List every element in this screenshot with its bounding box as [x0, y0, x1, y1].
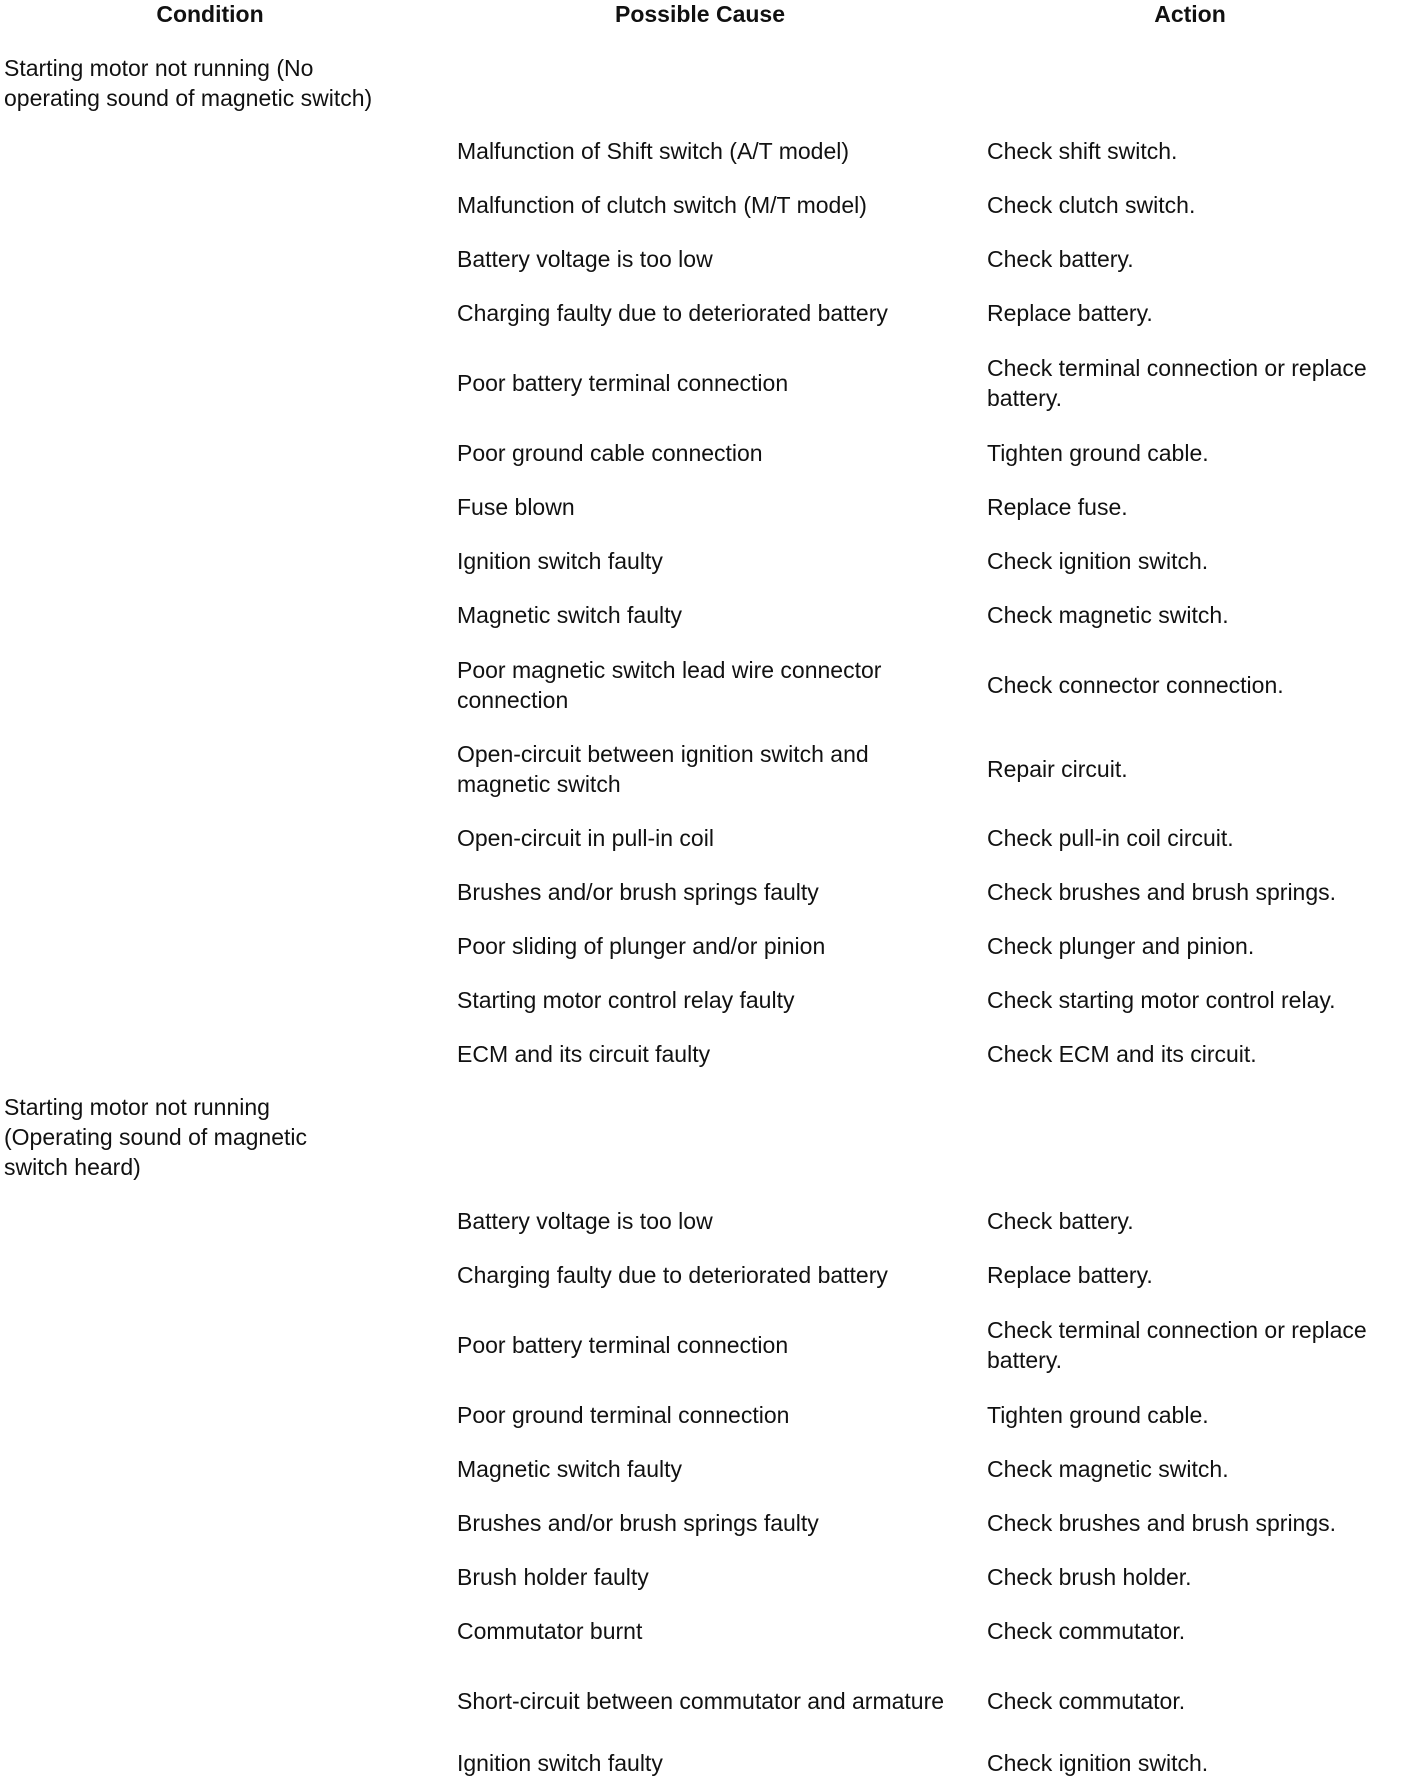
table-row — [0, 1039, 1408, 1069]
action-cell: Check magnetic switch. — [987, 602, 1229, 628]
cause-cell: Ignition switch faulty — [457, 1750, 663, 1776]
table-row — [0, 244, 1408, 274]
table-row — [0, 985, 1408, 1015]
cause-cell: Brushes and/or brush springs faulty — [457, 1510, 819, 1536]
header-action: Action — [1154, 1, 1226, 27]
action-cell: Check ignition switch. — [987, 548, 1209, 574]
action-cell: Check pull-in coil circuit. — [987, 825, 1234, 851]
table-row — [0, 1400, 1408, 1430]
cause-cell: Poor battery terminal connection — [457, 1332, 789, 1358]
table-row — [0, 438, 1408, 468]
action-cell: Check magnetic switch. — [987, 1456, 1229, 1482]
action-cell: Repair circuit. — [987, 756, 1128, 782]
action-cell: Tighten ground cable. — [987, 440, 1209, 466]
table-row — [0, 1315, 1408, 1375]
cause-cell: Battery voltage is too low — [457, 1208, 713, 1234]
table-row — [0, 655, 1408, 715]
header-condition: Condition — [156, 1, 264, 27]
table-row — [0, 1508, 1408, 1538]
action-cell: Check battery. — [987, 1208, 1134, 1234]
action-cell: Tighten ground cable. — [987, 1402, 1209, 1428]
table-row — [0, 298, 1408, 328]
table-row — [0, 136, 1408, 166]
action-cell: Check commutator. — [987, 1618, 1186, 1644]
cause-cell: Open-circuit in pull-in coil — [457, 825, 714, 851]
cause-cell: Poor ground cable connection — [457, 440, 763, 466]
action-cell: Check connector connection. — [987, 672, 1284, 698]
table-row — [0, 600, 1408, 630]
condition-no-magnetic-sound: Starting motor not running (No operating sound of magnetic switch) — [4, 55, 373, 111]
cause-cell: Charging faulty due to deteriorated battery — [457, 1262, 888, 1288]
header-possible-cause: Possible Cause — [614, 1, 786, 27]
cause-cell: Poor ground terminal connection — [457, 1402, 790, 1428]
action-cell: Check terminal connection or replace battery. — [987, 1317, 1367, 1373]
action-cell: Check shift switch. — [987, 138, 1178, 164]
cause-cell: Poor battery terminal connection — [457, 370, 789, 396]
cause-cell: Malfunction of Shift switch (A/T model) — [457, 138, 849, 164]
action-cell: Check terminal connection or replace battery. — [987, 355, 1367, 411]
cause-cell: Malfunction of clutch switch (M/T model) — [457, 192, 867, 218]
cause-cell: Poor magnetic switch lead wire connector connection — [457, 657, 882, 713]
table-row — [0, 1750, 1408, 1776]
cause-cell: Ignition switch faulty — [457, 548, 663, 574]
cause-cell: Short-circuit between commutator and armature — [457, 1688, 945, 1714]
cause-cell: Brush holder faulty — [457, 1564, 649, 1590]
table-row — [0, 1562, 1408, 1592]
table-row — [0, 492, 1408, 522]
cause-cell: Magnetic switch faulty — [457, 1456, 682, 1482]
action-cell: Replace battery. — [987, 300, 1153, 326]
action-cell: Check brushes and brush springs. — [987, 879, 1337, 905]
cause-cell: Fuse blown — [457, 494, 575, 520]
action-cell: Check ignition switch. — [987, 1750, 1209, 1776]
action-cell: Check plunger and pinion. — [987, 933, 1255, 959]
action-cell: Check brush holder. — [987, 1564, 1192, 1590]
cause-cell: Charging faulty due to deteriorated battery — [457, 300, 888, 326]
action-cell: Check ECM and its circuit. — [987, 1041, 1257, 1067]
table-row — [0, 546, 1408, 576]
condition-magnetic-sound-heard: Starting motor not running (Operating sound of magnetic switch heard) — [4, 1094, 308, 1180]
table-row — [0, 1616, 1408, 1646]
cause-cell: Battery voltage is too low — [457, 246, 713, 272]
action-cell: Replace fuse. — [987, 494, 1128, 520]
table-row — [0, 877, 1408, 907]
action-cell: Check starting motor control relay. — [987, 987, 1336, 1013]
action-cell: Check brushes and brush springs. — [987, 1510, 1337, 1536]
table-row — [0, 1260, 1408, 1290]
action-cell: Check battery. — [987, 246, 1134, 272]
table-row — [0, 739, 1408, 799]
cause-cell: Brushes and/or brush springs faulty — [457, 879, 819, 905]
cause-cell: ECM and its circuit faulty — [457, 1041, 711, 1067]
cause-cell: Open-circuit between ignition switch and magnetic switch — [457, 741, 869, 797]
table-row — [0, 1206, 1408, 1236]
table-row — [0, 823, 1408, 853]
cause-cell: Poor sliding of plunger and/or pinion — [457, 933, 826, 959]
action-cell: Check commutator. — [987, 1688, 1186, 1714]
cause-cell: Magnetic switch faulty — [457, 602, 682, 628]
table-row — [0, 353, 1408, 413]
cause-cell: Starting motor control relay faulty — [457, 987, 795, 1013]
action-cell: Replace battery. — [987, 1262, 1153, 1288]
table-row — [0, 931, 1408, 961]
table-row — [0, 190, 1408, 220]
table-row — [0, 1671, 1408, 1731]
table-row — [0, 1454, 1408, 1484]
cause-cell: Commutator burnt — [457, 1618, 643, 1644]
action-cell: Check clutch switch. — [987, 192, 1196, 218]
